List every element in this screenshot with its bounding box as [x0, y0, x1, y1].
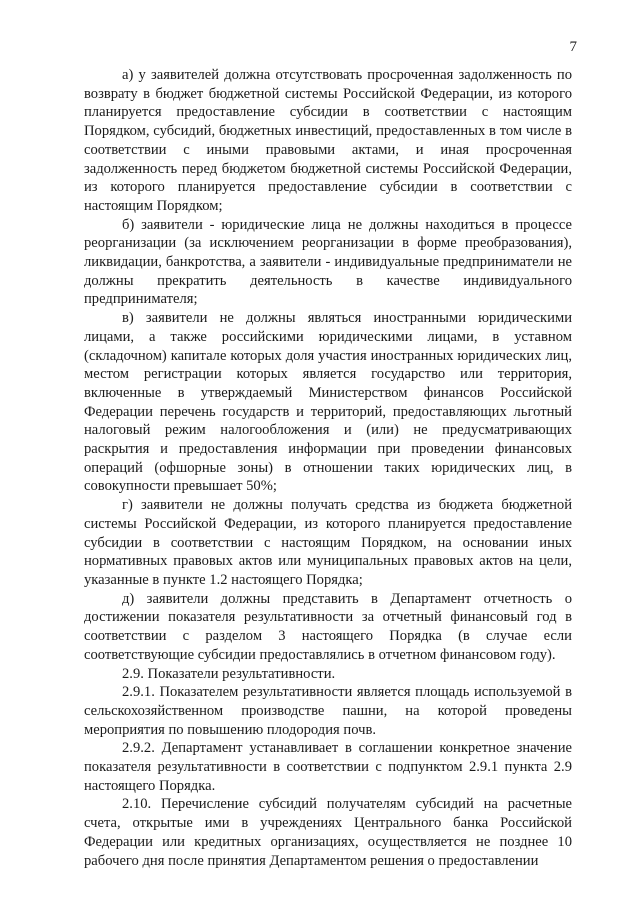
page-number: 7	[569, 39, 577, 55]
paragraph-b: б) заявители - юридические лица не должны находиться в процессе реорганизации (за исключением реорганизации в форме преобразования), ликвидации, банкротства, а заявители - индивидуальные предприниматели не должны прекратить деятельность в качестве индивидуального предпринимателя;	[84, 216, 572, 308]
paragraph-g: г) заявители не должны получать средства из бюджета бюджетной системы Российской Федерации, из которого планируется предоставление субсидии в соответствии с настоящим Порядком, на основании иных нормативных правовых актов или муниципальных правовых актов на цели, указанные в пункте 1.2 настоящего Порядка;	[84, 497, 572, 588]
section-heading-2-9: 2.9. Показатели результативности.	[122, 665, 336, 682]
paragraph-2-9-1: 2.9.1. Показателем результативности является площадь используемой в сельскохозяйственном производстве пашни, на которой проведены мероприятия по повышению плодородия почв.	[84, 684, 572, 738]
paragraph-d: д) заявители должны представить в Департамент отчетность о достижении показателя результативности за отчетный финансовый год в соответствии с разделом 3 настоящего Порядка (в случае если соответствующие субсидии предоставлялись в отчетном финансовом году).	[84, 590, 572, 663]
paragraph-v: в) заявители не должны являться иностранными юридическими лицами, а также российскими юридическими лицами, в уставном (складочном) капитале которых доля участия иностранных юридических лиц, местом регистрации которых является государство или территория, включенные в утверждаемый Министерством финансов Российской Федерации перечень государств и территорий, предоставляющих льготный налоговый режим налогообложения и (или) не предусматривающих раскрытия и предоставления информации при проведении финансовых операций (офшорные зоны) в отношении таких юридических лиц, в совокупности превышает 50%;	[84, 310, 572, 495]
paragraph-a: а) у заявителей должна отсутствовать просроченная задолженность по возврату в бюджет бюджетной системы Российской Федерации, из которого планируется предоставление субсидии в соответствии с настоящим Порядком, субсидий, бюджетных инвестиций, предоставленных в том числе в соответствии с иными правовыми актами, и иная просроченная задолженность перед бюджетом бюджетной системы Российской Федерации, из которого планируется предоставление субсидии в соответствии с настоящим Порядком;	[84, 67, 572, 214]
document-body	[84, 66, 572, 870]
paragraph-2-10: 2.10. Перечисление субсидий получателям субсидий на расчетные счета, открытые ими в учреждениях Центрального банка Российской Федерации или кредитных организациях, осуществляется не позднее 10 рабочего дня после принятия Департаментом решения о предоставлении	[84, 796, 572, 869]
paragraph-2-9-2: 2.9.2. Департамент устанавливает в соглашении конкретное значение показателя результативности в соответствии с подпунктом 2.9.1 пункта 2.9 настоящего Порядка.	[84, 740, 572, 794]
